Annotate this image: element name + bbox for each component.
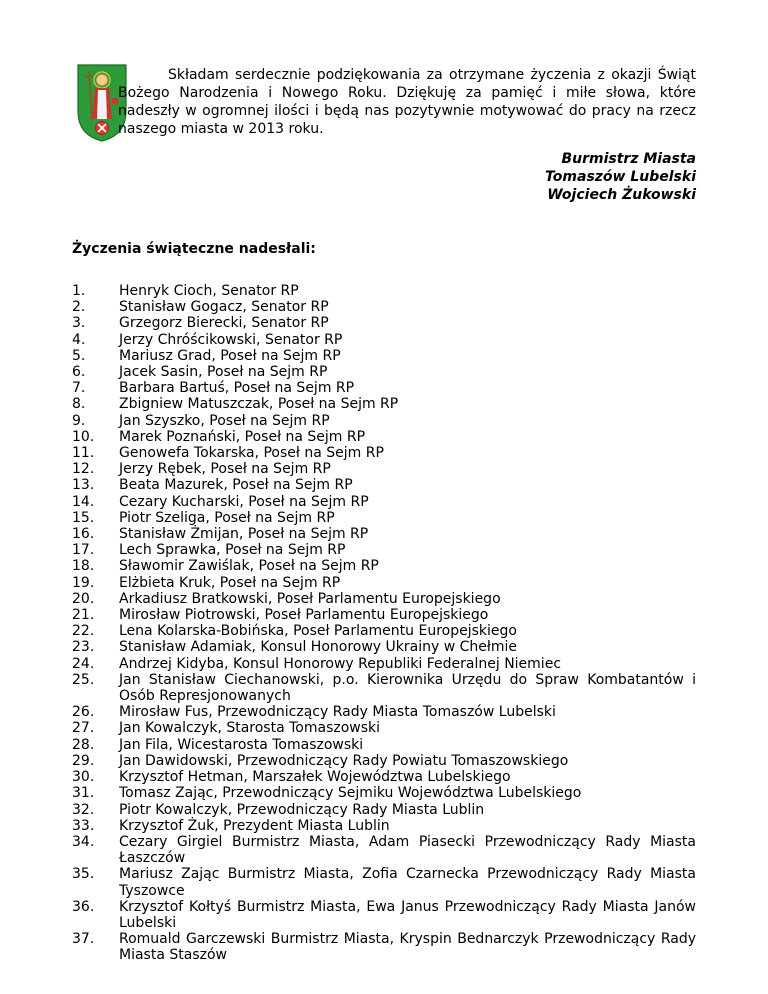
list-item xyxy=(72,526,696,542)
list-item xyxy=(72,607,696,623)
list-item-text: Arkadiusz Bratkowski, Poseł Parlamentu Europejskiego xyxy=(119,590,501,607)
list-item-text: Mariusz Grad, Poseł na Sejm RP xyxy=(119,347,341,364)
list-item-text: Piotr Szeliga, Poseł na Sejm RP xyxy=(119,509,335,526)
list-item-text: Barbara Bartuś, Poseł na Sejm RP xyxy=(119,380,355,397)
list-item-text: Jerzy Rębek, Poseł na Sejm RP xyxy=(119,461,331,478)
list-item xyxy=(72,899,696,931)
list-item-text: Genowefa Tokarska, Poseł na Sejm RP xyxy=(119,445,384,462)
list-item-text: Krzysztof Żuk, Prezydent Miasta Lublin xyxy=(119,817,390,834)
list-item xyxy=(72,413,696,429)
list-item-text: Jerzy Chróścikowski, Senator RP xyxy=(119,331,343,348)
signature-title: Burmistrz Miasta xyxy=(561,151,696,167)
list-item-number: 4. xyxy=(72,331,86,348)
list-item-text: Krzysztof Kołtyś Burmistrz Miasta, Ewa Janus Przewodniczący Rady Miasta Janów Lubelski xyxy=(119,898,696,931)
list-item-text: Stanisław Gogacz, Senator RP xyxy=(119,299,329,316)
list-item-text: Romuald Garczewski Burmistrz Miasta, Kryspin Bednarczyk Przewodniczący Rady Miasta Staszów xyxy=(119,931,696,964)
list-item-number: 3. xyxy=(72,315,86,332)
list-item-number: 25. xyxy=(72,671,95,688)
list-item-text: Mariusz Zając Burmistrz Miasta, Zofia Czarnecka Przewodniczący Rady Miasta Tyszowce xyxy=(119,866,696,899)
list-item xyxy=(72,785,696,801)
list-item-number: 13. xyxy=(72,477,95,494)
list-item-number: 12. xyxy=(72,461,95,478)
list-item-number: 19. xyxy=(72,574,95,591)
thank-you-paragraph xyxy=(118,66,696,138)
list-item xyxy=(72,558,696,574)
list-item-text: Lena Kolarska-Bobińska, Poseł Parlamentu Europejskiego xyxy=(119,623,517,640)
list-item xyxy=(72,380,696,396)
list-item-text: Beata Mazurek, Poseł na Sejm RP xyxy=(119,477,353,494)
list-item-number: 2. xyxy=(72,299,86,316)
list-item xyxy=(72,332,696,348)
list-item-text: Lech Sprawka, Poseł na Sejm RP xyxy=(119,542,346,559)
list-item-text: Jan Fila, Wicestarosta Tomaszowski xyxy=(119,736,364,753)
list-item-number: 8. xyxy=(72,396,86,413)
signature-city: Tomaszów Lubelski xyxy=(545,169,696,185)
list-item xyxy=(72,656,696,672)
list-item xyxy=(72,639,696,655)
list-item-text: Jan Kowalczyk, Starosta Tomaszowski xyxy=(119,720,381,737)
list-item-number: 10. xyxy=(72,428,95,445)
senders-list xyxy=(72,283,696,964)
list-item-number: 24. xyxy=(72,655,95,672)
list-item-number: 5. xyxy=(72,347,86,364)
list-item-number: 31. xyxy=(72,785,95,802)
list-item xyxy=(72,672,696,704)
list-item-text: Marek Poznański, Poseł na Sejm RP xyxy=(119,428,366,445)
list-item-number: 30. xyxy=(72,769,95,786)
list-item-number: 26. xyxy=(72,704,95,721)
list-item xyxy=(72,720,696,736)
list-item-number: 20. xyxy=(72,590,95,607)
list-item-text: Mirosław Fus, Przewodniczący Rady Miasta Tomaszów Lubelski xyxy=(119,704,556,721)
list-item xyxy=(72,364,696,380)
list-item xyxy=(72,802,696,818)
list-item xyxy=(72,753,696,769)
list-item-number: 22. xyxy=(72,623,95,640)
list-item-number: 34. xyxy=(72,833,95,850)
list-item-text: Zbigniew Matuszczak, Poseł na Sejm RP xyxy=(119,396,399,413)
list-item xyxy=(72,591,696,607)
list-item-number: 1. xyxy=(72,283,86,299)
list-item xyxy=(72,445,696,461)
list-item-text: Sławomir Zawiślak, Poseł na Sejm RP xyxy=(119,558,379,575)
list-item-number: 11. xyxy=(72,445,95,462)
list-item-text: Jan Szyszko, Poseł na Sejm RP xyxy=(119,412,330,429)
list-item xyxy=(72,477,696,493)
list-item-number: 29. xyxy=(72,752,95,769)
list-item-number: 21. xyxy=(72,607,95,624)
list-item-text: Stanisław Żmijan, Poseł na Sejm RP xyxy=(119,526,369,543)
list-item-text: Jacek Sasin, Poseł na Sejm RP xyxy=(119,364,328,381)
list-item xyxy=(72,542,696,558)
list-item xyxy=(72,494,696,510)
list-heading: Życzenia świąteczne nadesłali: xyxy=(72,241,316,257)
list-item xyxy=(72,818,696,834)
list-item-number: 33. xyxy=(72,817,95,834)
list-item-number: 17. xyxy=(72,542,95,559)
list-item-number: 32. xyxy=(72,801,95,818)
intro-text: Składam serdecznie podziękowania za otrzymane życzenia z okazji Świąt Bożego Narodzenia i Nowego Roku. Dziękuję za pamięć i miłe słowa, które nadeszły w ogromnej ilości i będą nas pozytywnie motywować do pracy na rzecz naszego miasta w 2013 roku. xyxy=(118,67,696,137)
list-item-number: 37. xyxy=(72,931,95,948)
signature-name: Wojciech Żukowski xyxy=(547,187,696,203)
list-item xyxy=(72,429,696,445)
list-item-number: 36. xyxy=(72,898,95,915)
list-item xyxy=(72,931,696,963)
list-item xyxy=(72,575,696,591)
list-item-text: Stanisław Adamiak, Konsul Honorowy Ukrainy w Chełmie xyxy=(119,639,518,656)
list-item-number: 6. xyxy=(72,364,86,381)
list-item-number: 27. xyxy=(72,720,95,737)
list-item-number: 23. xyxy=(72,639,95,656)
list-item-number: 18. xyxy=(72,558,95,575)
list-item xyxy=(72,834,696,866)
list-item xyxy=(72,461,696,477)
list-item xyxy=(72,315,696,331)
list-item xyxy=(72,510,696,526)
list-item-number: 16. xyxy=(72,526,95,543)
list-item-text: Andrzej Kidyba, Konsul Honorowy Republiki Federalnej Niemiec xyxy=(119,655,562,672)
signature-block xyxy=(545,150,696,204)
list-item-text: Krzysztof Hetman, Marszałek Województwa Lubelskiego xyxy=(119,769,511,786)
list-item xyxy=(72,396,696,412)
list-item xyxy=(72,769,696,785)
list-item xyxy=(72,704,696,720)
list-item xyxy=(72,348,696,364)
list-item-text: Jan Stanisław Ciechanowski, p.o. Kierownika Urzędu do Spraw Kombatantów i Osób Represjonowanych xyxy=(119,671,696,705)
list-item xyxy=(72,737,696,753)
list-item-text: Cezary Kucharski, Poseł na Sejm RP xyxy=(119,493,369,510)
list-item-number: 14. xyxy=(72,493,95,510)
list-item-number: 35. xyxy=(72,866,95,883)
list-item-number: 9. xyxy=(72,412,86,429)
list-item-number: 15. xyxy=(72,509,95,526)
list-item-text: Tomasz Zając, Przewodniczący Sejmiku Województwa Lubelskiego xyxy=(119,785,582,802)
list-item xyxy=(72,623,696,639)
list-item xyxy=(72,299,696,315)
list-item-number: 28. xyxy=(72,736,95,753)
list-item-text: Elżbieta Kruk, Poseł na Sejm RP xyxy=(119,574,341,591)
list-item-number: 7. xyxy=(72,380,86,397)
list-item-text: Grzegorz Bierecki, Senator RP xyxy=(119,315,329,332)
list-item xyxy=(72,866,696,898)
list-item-text: Henryk Cioch, Senator RP xyxy=(119,283,299,299)
list-item-text: Mirosław Piotrowski, Poseł Parlamentu Europejskiego xyxy=(119,607,489,624)
list-item-text: Piotr Kowalczyk, Przewodniczący Rady Miasta Lublin xyxy=(119,801,485,818)
list-item-text: Jan Dawidowski, Przewodniczący Rady Powiatu Tomaszowskiego xyxy=(119,752,569,769)
list-item-text: Cezary Girgiel Burmistrz Miasta, Adam Piasecki Przewodniczący Rady Miasta Łaszczów xyxy=(119,833,696,867)
list-item xyxy=(72,283,696,299)
